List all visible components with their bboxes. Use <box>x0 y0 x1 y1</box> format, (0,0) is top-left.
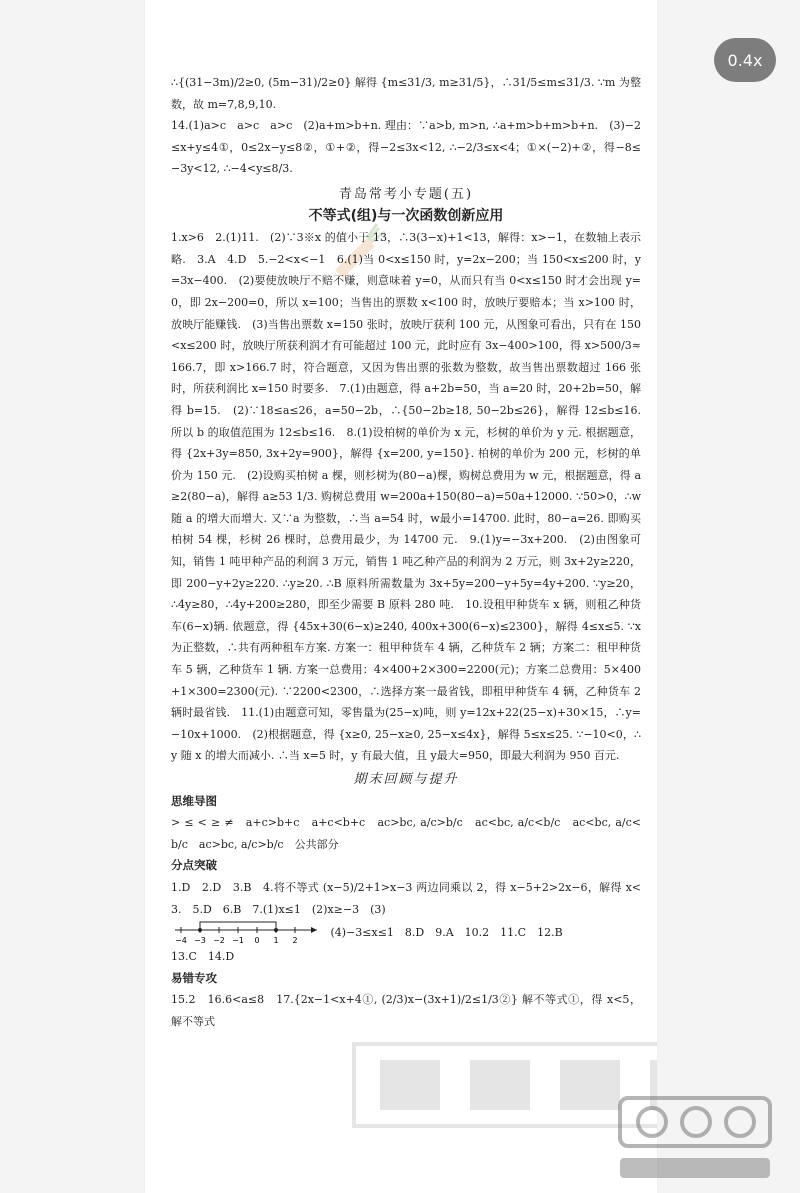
paragraph: 13.C 14.D <box>171 950 235 964</box>
number-line-tick-label: −4 <box>175 936 187 946</box>
number-line-tick-label: −3 <box>194 936 206 946</box>
breakthrough-heading: 分点突破 <box>171 858 217 873</box>
answer-line: (4)−3≤x≤1 8.D 9.A 10.2 11.C 12.B <box>330 926 563 940</box>
number-line-tick-label: 1 <box>273 936 279 946</box>
review-heading: 期末回顾与提升 <box>353 772 459 787</box>
document-page <box>145 0 657 1193</box>
number-line-endpoint <box>198 928 202 932</box>
paragraph: 15.2 16.6<a≤8 17.{2x−1<x+4①, (2/3)x−(3x+1)/2≤1/3②} 解不等式①，得 x<5，解不等式 <box>171 993 641 1028</box>
number-line-endpoint <box>274 928 278 932</box>
number-line-arrow <box>311 927 317 933</box>
publisher-stamp-watermark <box>350 1040 657 1130</box>
zoom-level-button[interactable]: 0.4x <box>714 38 776 82</box>
mindmap-answers: > ≤ < ≥ ≠ a+c>b+c a+c<b+c ac>bc, a/c>b/c ac<bc, a/c<b/c ac<bc, a/c<b/c ac>bc, a/c>b/c 公共部分 <box>171 816 641 851</box>
number-line-tick-label: −1 <box>232 936 244 946</box>
paragraph: ∴{(31−3m)/2≥0, (5m−31)/2≥0} 解得 {m≤31/3, m≥31/5}，∴31/5≤m≤31/3. ∵m 为整数，故 m=7,8,9,10. <box>171 76 641 111</box>
answer-text <box>171 72 641 1033</box>
number-line-tick-label: −2 <box>213 936 225 946</box>
errors-heading: 易错专攻 <box>171 970 217 985</box>
paragraph: 14.(1)a>c a>c a>c (2)a+m>b+n. 理由：∵a>b, m>n, ∴a+m>b+m>b+n. (3)−2≤x+y≤4①，0≤2x−y≤8②，①+②，得−2≤3x<12, ∴−2/3≤x<4；①×(−2)+②，得−8≤−3y<12, ∴−4<y≤8/3. <box>171 119 641 176</box>
number-line-tick-label: 2 <box>292 936 298 946</box>
paragraph: 1.D 2.D 3.B 4.将不等式 (x−5)/2+1>x−3 两边同乘以 2，得 x−5+2>2x−6，解得 x<3. 5.D 6.B 7.(1)x≤1 (2)x≥−3 (3) <box>171 880 641 916</box>
paragraph: 1.x>6 2.(1)11. (2)∵3※x 的值小于 13，∴3(3−x)+1<13，解得：x>−1，在数轴上表示略. 3.A 4.D 5.−2<x<−1 6.(1)当 0<x≤150 时，y=2x−200；当 150<x≤200 时，y=3x−400. (2)要使放映厅不赔不赚，则意味着 y=0，从而只有当 0<x≤150 时才会出现 y=0，即 2x−200=0，所以 x=100；当售出的票数 x<100 时，放映厅要赔本；当 x>100 时，放映厅能赚钱. (3)当售出票数 x=150 张时，放映厅获利 100 元，从图象可看出，只有在 150<x≤200 时，放映厅所获利润才有可能超过 100 元，此时应有 3x−400>100，得 x>500/3≈166.7，即 x>166.7 时，符合题意，又因为售出票的张数为整数，故当售出票数超过 166 张时，所获利润比 x=150 时要多. 7.(1)由题意，得 a+2b=50，当 a=20 时，20+2b=50，解得 b=15. (2)∵18≤a≤26，a=50−2b，∴{50−2b≥18, 50−2b≤26}，解得 12≤b≤16. 所以 b 的取值范围为 12≤b≤16. 8.(1)设柏树的单价为 x 元，杉树的单价为 y 元. 根据题意，得 {2x+3y=850, 3x+2y=900}，解得 {x=200, y=150}. 柏树的单价为 200 元，杉树的单价为 150 元. (2)设购买柏树 a 棵，则杉树为(80−a)棵，购树总费用为 w 元，根据题意，得 a≥2(80−a)，解得 a≥53 1/3. 购树总费用 w=200a+150(80−a)=50a+12000. ∵50>0，∴w 随 a 的增大而增大. 又∵a 为整数，∴当 a=54 时，w最小=14700. 此时，80−a=26. 即购买柏树 54 棵，杉树 26 棵时，总费用最少，为 14700 元. 9.(1)y=−3x+200. (2)由图象可知，销售 1 吨甲种产品的利润 3 万元，销售 1 吨乙种产品的利润为 2 万元，则 3x+2y≥220，即 200−y+2y≥220. ∴y≥20. ∴B 原料所需数量为 3x+5y=200−y+5y=4y+200. ∵y≥20，∴4y≥80，∴4y+200≥280，即至少需要 B 原料 280 吨. 10.设租甲种货车 x 辆，则租乙种货车(6−x)辆. 依题意，得 {45x+30(6−x)≥240, 400x+300(6−x)≤2300}，解得 4≤x≤5. ∵x 为正整数，∴共有两种租车方案. 方案一：租甲种货车 4 辆，乙种货车 2 辆；方案二：租甲种货车 5 辆，乙种货车 1 辆. 方案一总费用：4×400+2×300=2200(元)；方案二总费用：5×400+1×300=2300(元). ∵2200<2300，∴选择方案一最省钱，即租甲种货车 4 辆，乙种货车 2 辆时最省钱. 11.(1)由题意可知，零售量为(25−x)吨，则 y=12x+22(25−x)+30×15，∴y=−10x+1000. (2)根据题意，得 {x≥0, 25−x≥0, 25−x≤4x}，解得 5≤x≤25. ∵−10<0，∴y 随 x 的增大而减小. ∴当 x=5 时，y 有最大值，且 y最大=950，即最大利润为 950 百元. <box>171 231 641 763</box>
number-line-tick-label: 0 <box>254 936 260 946</box>
topic-heading: 不等式(组)与一次函数创新应用 <box>308 207 504 224</box>
number-line-figure <box>171 920 321 946</box>
series-heading: 青岛常考小专题(五) <box>338 186 474 202</box>
site-logo-watermark <box>612 1090 782 1190</box>
numberline-row <box>171 920 641 946</box>
mindmap-heading: 思维导图 <box>171 793 217 808</box>
